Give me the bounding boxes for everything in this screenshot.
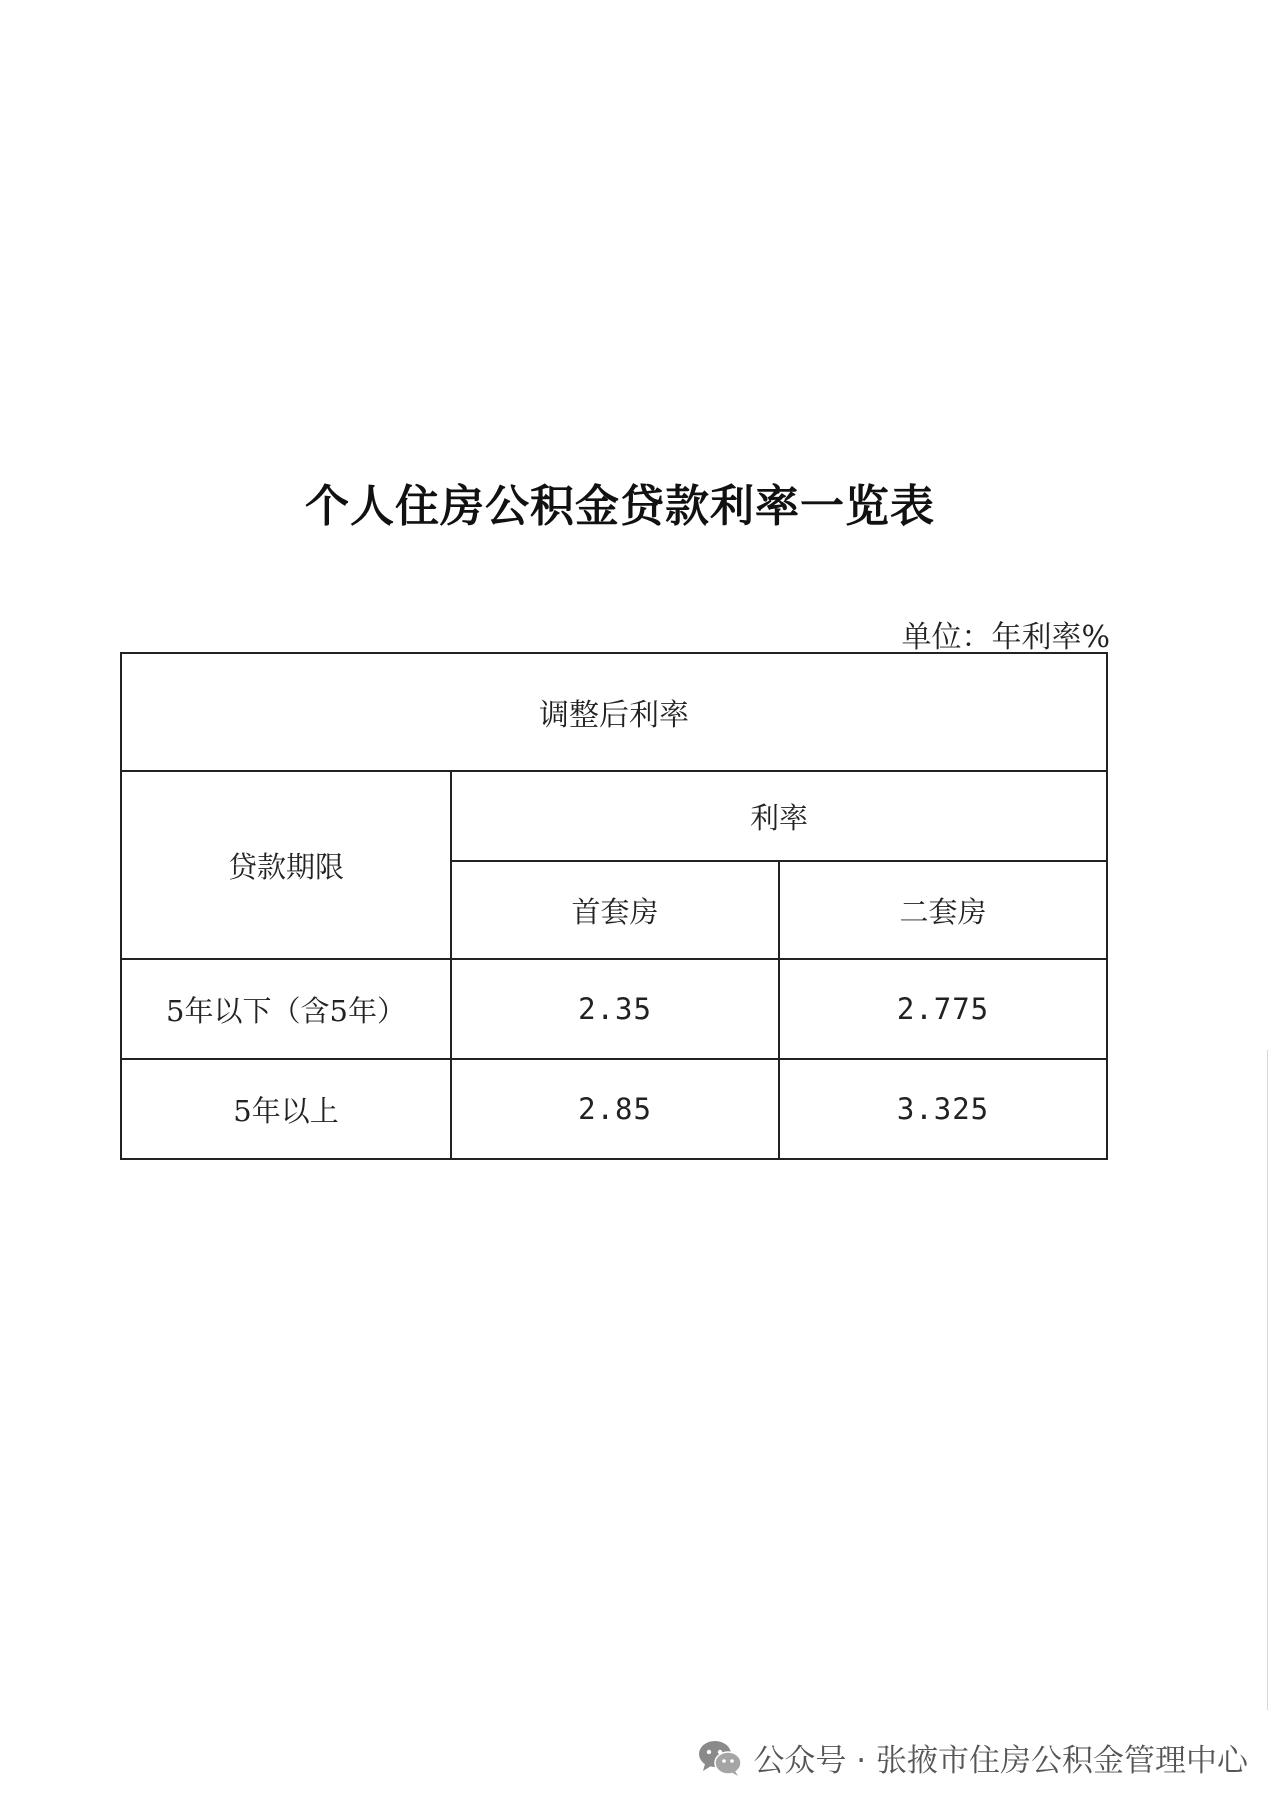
header-first-home: 首套房: [451, 861, 779, 959]
footer-text: 公众号 · 张掖市住房公积金管理中心: [753, 1743, 1248, 1779]
table-row: [121, 1059, 1107, 1159]
row-first-home-rate: 2.85: [451, 1059, 779, 1159]
row-term: 5年以下（含5年）: [121, 959, 451, 1059]
wechat-icon: [697, 1739, 743, 1777]
header-rate: 利率: [451, 771, 1107, 861]
scan-edge-line: [1267, 1050, 1268, 1710]
row-term: 5年以上: [121, 1059, 451, 1159]
header-second-home: 二套房: [779, 861, 1107, 959]
table-caption: 调整后利率: [121, 653, 1107, 771]
row-second-home-rate: 3.325: [779, 1059, 1107, 1159]
row-first-home-rate: 2.35: [451, 959, 779, 1059]
interest-rate-table: [120, 652, 1108, 1160]
table-row: [121, 959, 1107, 1059]
watermark-footer: [697, 1735, 1248, 1780]
row-second-home-rate: 2.775: [779, 959, 1107, 1059]
unit-label: 单位：年利率%: [901, 620, 1110, 655]
document-title: 个人住房公积金贷款利率一览表: [305, 481, 935, 532]
header-term: 贷款期限: [121, 771, 451, 959]
